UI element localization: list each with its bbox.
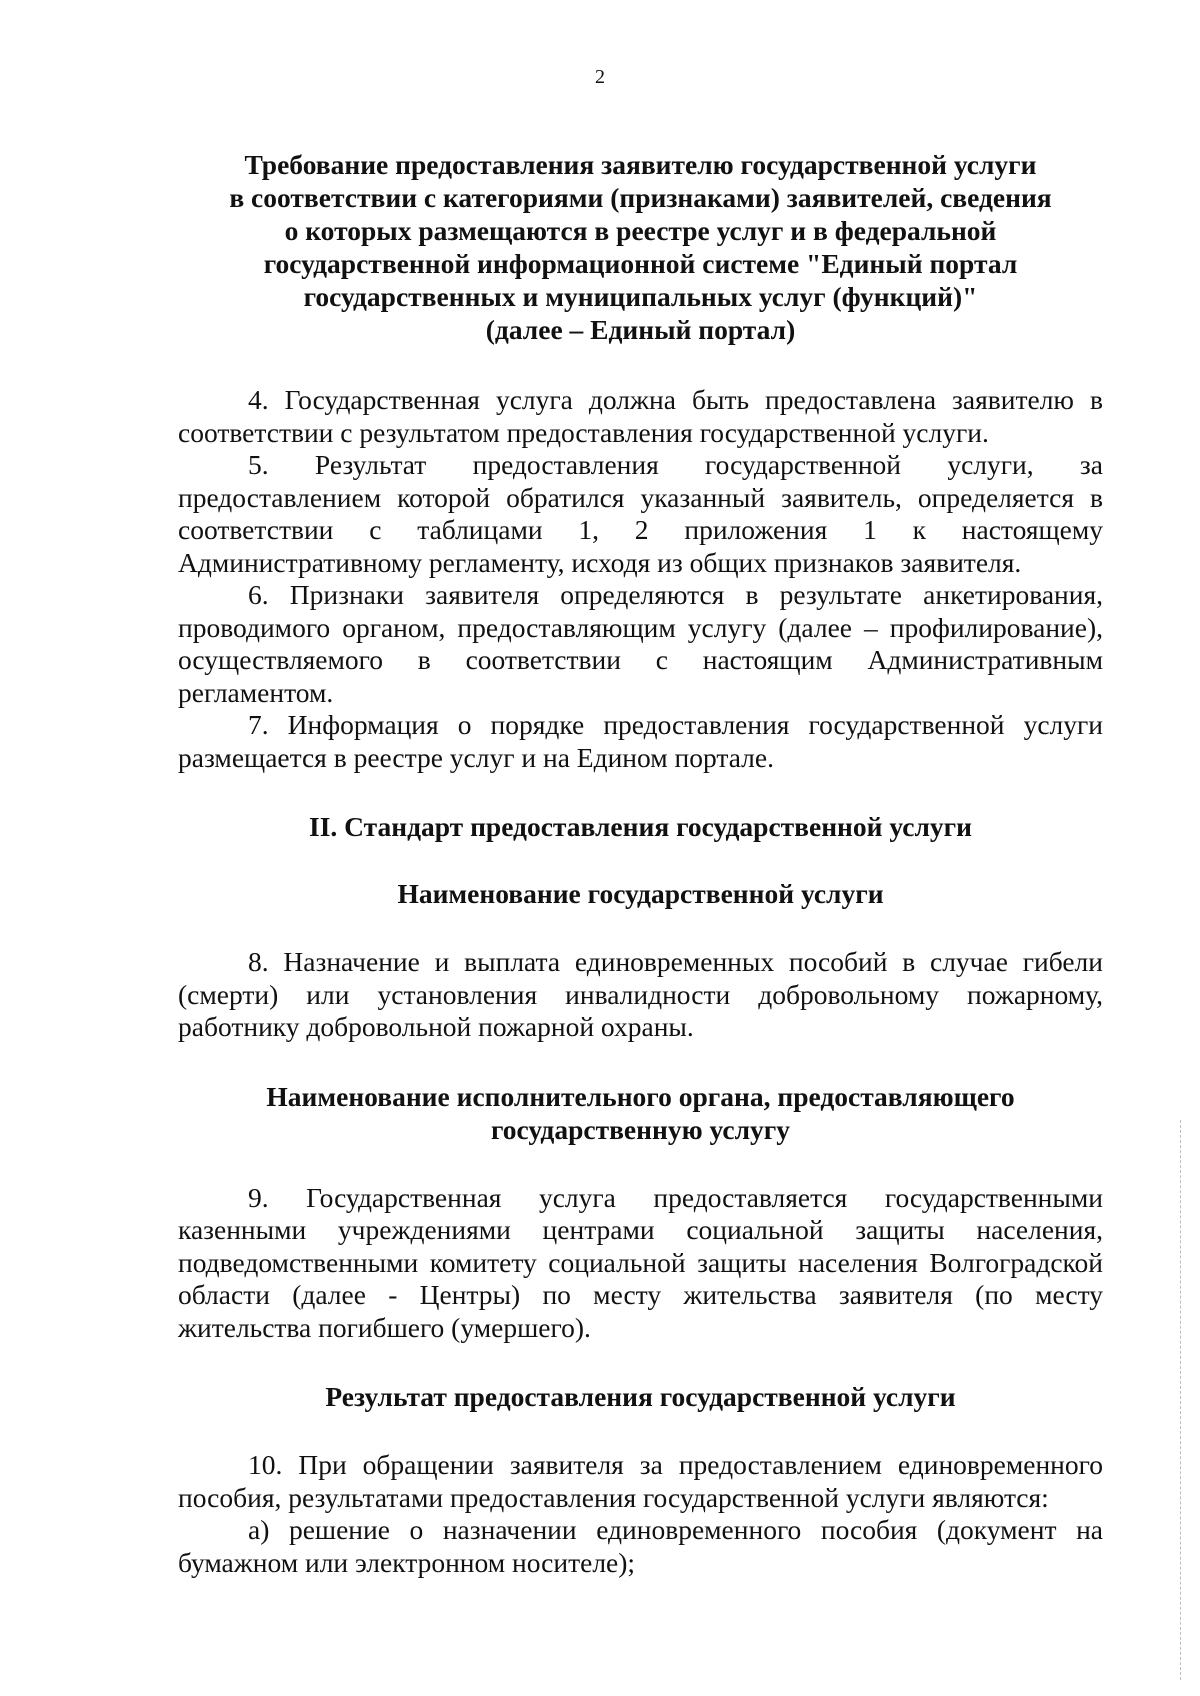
subheading-line: государственную услугу bbox=[491, 1113, 790, 1145]
paragraph-4: 4. Государственная услуга должна быть предоставлена заявителю в соответствии с результатом предоставления государственной услуги. bbox=[178, 384, 1103, 448]
paragraph-7: 7. Информация о порядке предоставления государственной услуги размещается в реестре услуг и на Едином портале. bbox=[178, 709, 1103, 773]
subheading-line: Наименование исполнительного органа, предоставляющего bbox=[266, 1080, 1015, 1112]
title-line: государственных и муниципальных услуг (функций)" bbox=[303, 281, 978, 312]
document-title bbox=[178, 148, 1103, 346]
document-body bbox=[178, 148, 1103, 1579]
section-heading-standard: II. Стандарт предоставления государственной услуги bbox=[309, 811, 972, 842]
subheading-service-result: Результат предоставления государственной услуги bbox=[325, 1381, 956, 1412]
title-line: в соответствии с категориями (признаками) заявителей, сведения bbox=[229, 182, 1052, 213]
page-number: 2 bbox=[595, 66, 605, 88]
scan-edge-mark bbox=[1180, 1120, 1182, 1680]
title-line: Требование предоставления заявителю государственной услуги bbox=[244, 149, 1037, 180]
title-line: государственной информационной системе "Единый портал bbox=[263, 248, 1018, 279]
paragraph-10: 10. При обращении заявителя за предоставлением единовременного пособия, результатами предоставления государственной услуги являются: bbox=[178, 1449, 1103, 1513]
paragraph-9: 9. Государственная услуга предоставляется государственными казенными учреждениями центрами социальной защиты населения, подведомственными комитету социальной защиты населения Волгоградской области (далее - Центры) по месту жительства заявителя (по месту жительства погибшего (умершего). bbox=[178, 1181, 1103, 1343]
subheading-executive-organ bbox=[178, 1080, 1103, 1146]
paragraph-6: 6. Признаки заявителя определяются в результате анкетирования, проводимого органом, предоставляющим услугу (далее – профилирование), осуществляемого в соответствии с настоящим Административным регламентом. bbox=[178, 579, 1103, 708]
paragraph-10a: а) решение о назначении единовременного пособия (документ на бумажном или электронном носителе); bbox=[178, 1514, 1103, 1578]
title-line: (далее – Единый портал) bbox=[485, 314, 796, 345]
paragraph-8: 8. Назначение и выплата единовременных пособий в случае гибели (смерти) или установления инвалидности добровольному пожарному, работнику добровольной пожарной охраны. bbox=[178, 946, 1103, 1042]
title-line: о которых размещаются в реестре услуг и в федеральной bbox=[284, 215, 997, 246]
subheading-service-name: Наименование государственной услуги bbox=[397, 878, 884, 909]
paragraph-5: 5. Результат предоставления государственной услуги, за предоставлением которой обратился указанный заявитель, определяется в соответствии с таблицами 1, 2 приложения 1 к настоящему Административному регламенту, исходя из общих признаков заявителя. bbox=[178, 449, 1103, 578]
